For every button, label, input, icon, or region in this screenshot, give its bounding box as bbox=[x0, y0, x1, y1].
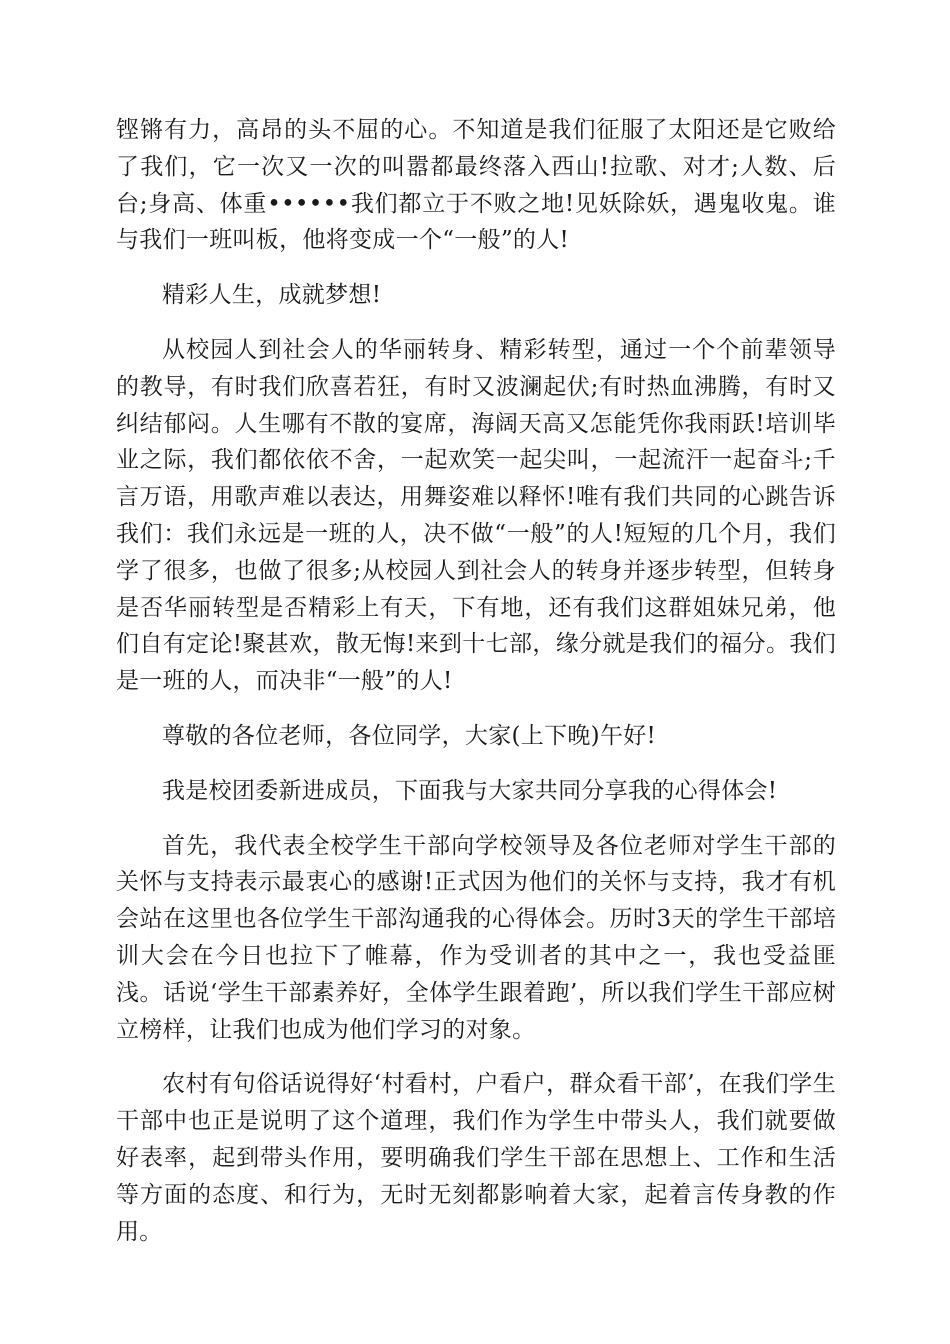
paragraph: 精彩人生，成就梦想! bbox=[162, 282, 382, 309]
paragraph: 首先，我代表全校学生干部向学校领导及各位老师对学生干部的关怀与支持表示最衷心的感谢!正式因为他们的关怀与支持，我才有机会站在这里也各位学生干部沟通我的心得体会。历时3天的学生干部培训大会在今日也拉下了帷幕，作为受训者的其中之一，我也受益匪浅。话说‘学生干部素养好，全体学生跟着跑’，所以我们学生干部应树立榜样，让我们也成为他们学习的对象。 bbox=[116, 832, 836, 1043]
paragraph: 铿锵有力，高昂的头不屈的心。不知道是我们征服了太阳还是它败给了我们，它一次又一次的叫嚣都最终落入西山!拉歌、对才;人数、后台;身高、体重••••••我们都立于不败之地!见妖除妖，遇鬼收鬼。谁与我们一班叫板，他将变成一个“一般”的人! bbox=[116, 117, 836, 254]
paragraph: 我是校团委新进成员，下面我与大家共同分享我的心得体会! bbox=[162, 777, 778, 804]
paragraph: 农村有句俗话说得好‘村看村，户看户，群众看干部’，在我们学生干部中也正是说明了这个道理，我们作为学生中带头人，我们就要做好表率，起到带头作用，要明确我们学生干部在思想上、工作和生活等方面的态度、和行为，无时无刻都影响着大家，起着言传身教的作用。 bbox=[116, 1071, 836, 1245]
paragraph: 从校园人到社会人的华丽转身、精彩转型，通过一个个前辈领导的教导，有时我们欣喜若狂，有时又波澜起伏;有时热血沸腾，有时又纠结郁闷。人生哪有不散的宴席，海阔天高又怎能凭你我雨跃!培训毕业之际，我们都依依不舍，一起欢笑一起尖叫，一起流汗一起奋斗;千言万语，用歌声难以表达，用舞姿难以释怀!唯有我们共同的心跳告诉我们：我们永远是一班的人，决不做“一般”的人!短短的几个月，我们学了很多，也做了很多;从校园人到社会人的转身并逐步转型，但转身是否华丽转型是否精彩上有天，下有地，还有我们这群姐妹兄弟，他们自有定论!聚甚欢，散无悔!来到十七部，缘分就是我们的福分。我们是一班的人，而决非“一般”的人! bbox=[116, 336, 836, 695]
document-body bbox=[116, 112, 836, 1268]
paragraph: 尊敬的各位老师，各位同学，大家(上下晚)午好! bbox=[162, 722, 657, 749]
